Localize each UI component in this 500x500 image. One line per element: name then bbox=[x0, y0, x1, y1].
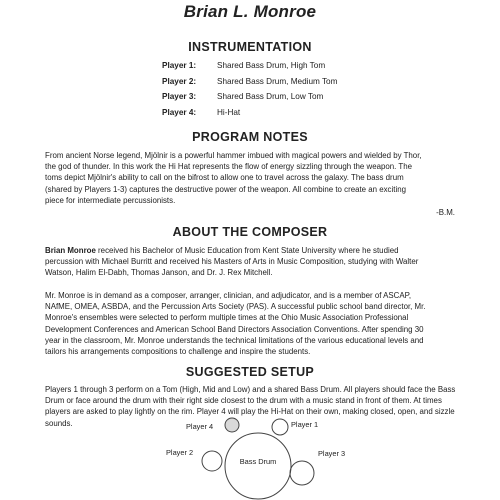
about-composer-heading: ABOUT THE COMPOSER bbox=[172, 225, 328, 239]
bass-drum-shape bbox=[225, 433, 291, 499]
suggested-setup-heading: SUGGESTED SETUP bbox=[185, 365, 315, 379]
text-line: (shared by Players 1-3) captures the destructive power of the weapon. All combine to create an exciting bbox=[45, 184, 406, 194]
text-line: Monroe's ensembles were selected to perform multiple times at the Ohio Music Association Professional bbox=[45, 313, 409, 323]
player-part: Shared Bass Drum, High Tom bbox=[217, 61, 326, 70]
program-notes-signature: -B.M. bbox=[436, 208, 455, 217]
composer-bold-name: Brian Monroe bbox=[45, 246, 96, 255]
composer-name: Brian L. Monroe bbox=[183, 2, 317, 21]
text-line: sounds. bbox=[45, 418, 73, 428]
text-line: Mr. Monroe is in demand as a composer, arranger, clinician, and adjudicator, and is a member of ASCAP, bbox=[45, 291, 412, 300]
text-line: the god of thunder. In this work the Hi Hat represents the flow of energy sizzling through the weapon. The bbox=[45, 162, 412, 172]
player-3-label: Player 3 bbox=[318, 449, 346, 458]
text-line: Players 1 through 3 perform on a Tom (High, Mid and Low) and a shared Bass Drum. All players should face the Bass bbox=[45, 385, 456, 394]
player-label: Player 2: bbox=[162, 76, 197, 86]
text-fragment: received his Bachelor of Music Education from Kent State University where he studied bbox=[95, 246, 399, 255]
text-line: year in the classroom, Mr. Monroe understands the technical limitations of the various educational levels and bbox=[45, 335, 424, 345]
instrumentation-heading: INSTRUMENTATION bbox=[188, 40, 312, 54]
player-4-label: Player 4 bbox=[186, 422, 214, 431]
text-line: Development Conferences and American School Band Directors Association Conventions. After spending 30 bbox=[45, 324, 424, 334]
player-part: Hi-Hat bbox=[217, 107, 241, 117]
player-label: Player 3: bbox=[162, 92, 197, 101]
text-line: NAfME, OMEA, ASBDA, and the Percussion Arts Society (PAS). A successful public school band director, Mr. bbox=[45, 302, 426, 312]
program-notes-heading: PROGRAM NOTES bbox=[192, 130, 308, 144]
text-line: Drum or face around the drum with their right side closest to the drum with a music stand in front of them. At times bbox=[45, 396, 442, 406]
player-2-label: Player 2 bbox=[166, 448, 194, 457]
low-tom-shape bbox=[290, 461, 314, 485]
text-line: Watson, Halim El-Dabh, Thomas Janson, and Dr. J. Rex Mitchell. bbox=[45, 268, 273, 278]
text-line: piece for intermediate percussionists. bbox=[45, 195, 176, 205]
text-line: toms depict Mjölnir's ability to call on the bifrost to allow one to travel across the galaxy. The bass drum bbox=[45, 173, 404, 183]
hi-hat-shape bbox=[225, 418, 239, 432]
mid-tom-shape bbox=[202, 451, 222, 471]
text-line: From ancient Norse legend, Mjölnir is a powerful hammer imbued with magical powers and wielded by Thor, bbox=[45, 151, 422, 160]
text-line: tailors his arrangements compositions to challenge and inspire the students. bbox=[45, 347, 311, 357]
player-part: Shared Bass Drum, Medium Tom bbox=[217, 76, 338, 86]
bass-drum-label: Bass Drum bbox=[239, 457, 277, 466]
high-tom-shape bbox=[272, 419, 288, 435]
player-label: Player 4: bbox=[162, 107, 197, 117]
player-label: Player 1: bbox=[162, 61, 197, 70]
text-line: players are asked to play lightly on the rim. Player 4 will play the Hi-Hat on their own, making closed, open, and sizzle bbox=[45, 407, 455, 417]
player-part: Shared Bass Drum, Low Tom bbox=[217, 92, 324, 101]
text-line: percussion with Michael Burritt and received his Masters of Arts in Music Composition, studying with Walter bbox=[45, 257, 419, 267]
player-1-label: Player 1 bbox=[291, 420, 319, 429]
